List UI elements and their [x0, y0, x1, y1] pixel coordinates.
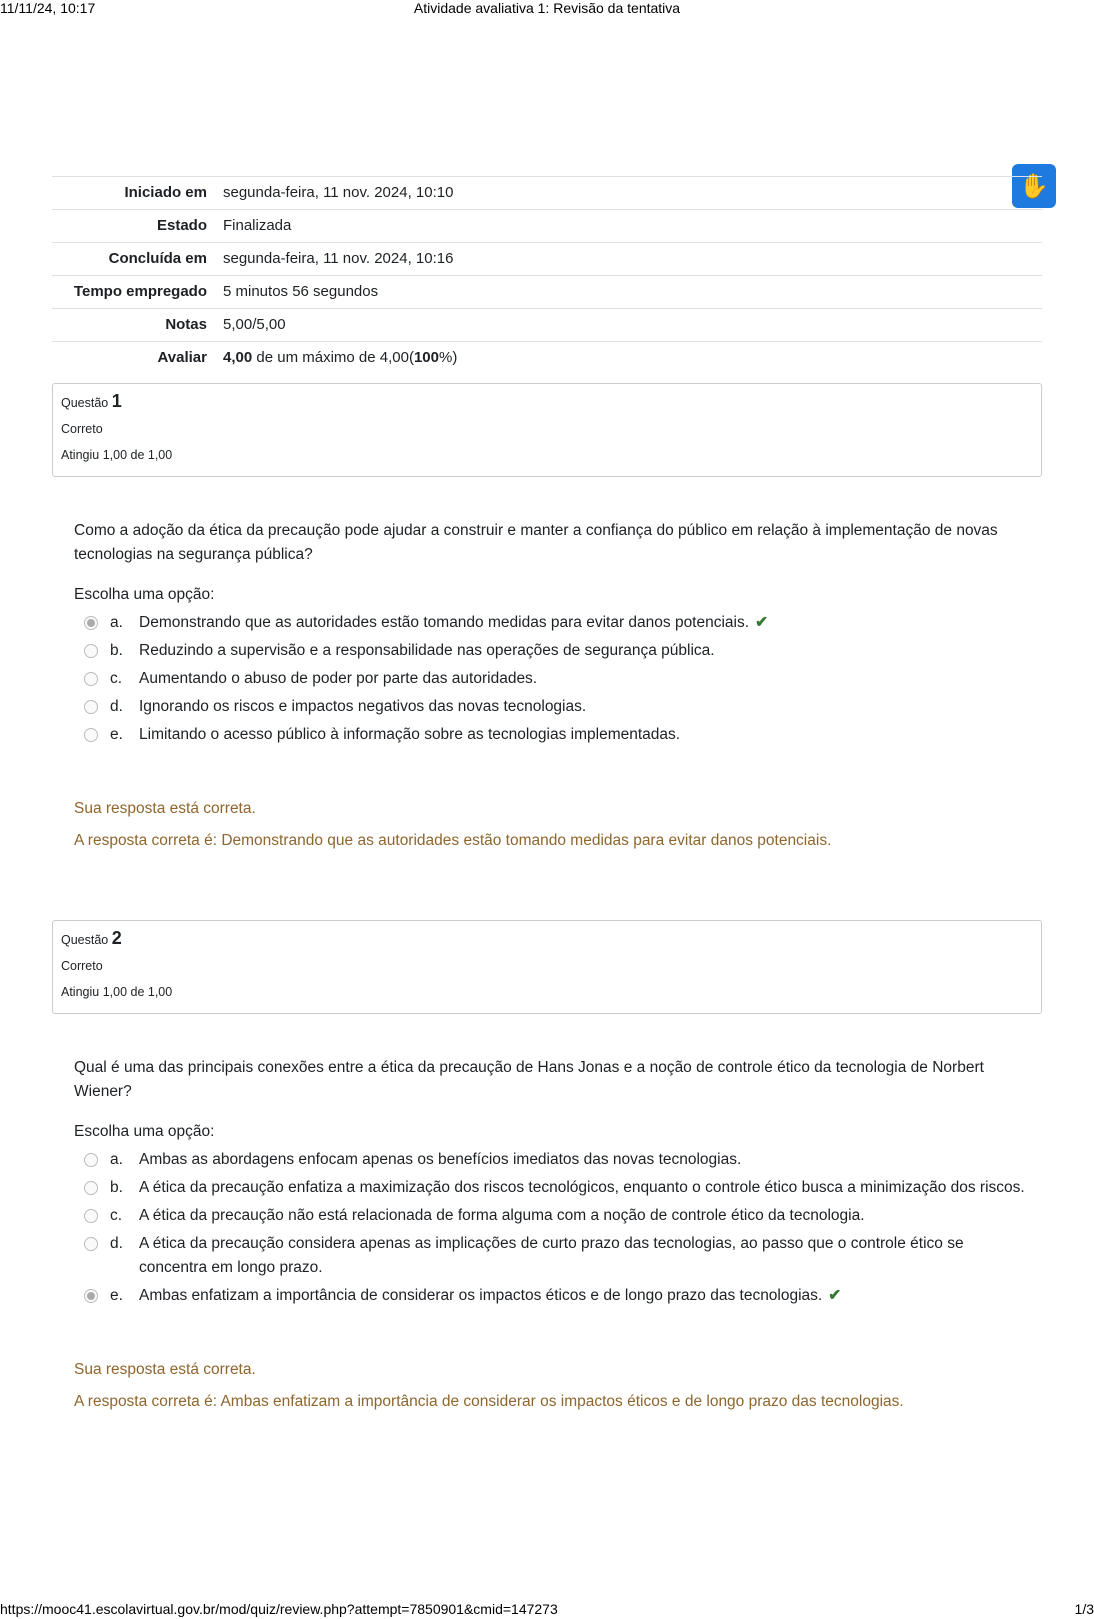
option-letter: a. — [110, 1151, 123, 1168]
question-1-content — [74, 519, 1034, 853]
hands-icon: ✋ — [1019, 172, 1049, 200]
option-text: Reduzindo a supervisão e a responsabilidade nas operações de segurança pública. — [139, 642, 715, 659]
answer-option[interactable] — [74, 1284, 1034, 1308]
grade-text: de um máximo de 4,00( — [252, 349, 414, 366]
option-text: A ética da precaução não está relacionada de forma alguma com a noção de controle ético da tecnologia. — [139, 1207, 865, 1224]
page-number: 1/3 — [1074, 1601, 1094, 1617]
summary-value — [207, 342, 1042, 375]
summary-row — [52, 210, 1042, 243]
checkmark-icon: ✔ — [755, 614, 769, 631]
answer-option[interactable] — [74, 1176, 1034, 1200]
grade: 4,00 — [223, 349, 253, 366]
radio-button[interactable] — [84, 672, 98, 686]
question-2-content — [74, 1056, 1034, 1414]
answer-option[interactable] — [74, 695, 1034, 719]
question-number: Questão 2 — [61, 928, 122, 948]
question-number: Questão 1 — [61, 391, 122, 411]
option-letter: d. — [110, 1235, 123, 1252]
option-text: Limitando o acesso público à informação sobre as tecnologias implementadas. — [139, 726, 681, 743]
summary-label: Iniciado em — [124, 184, 207, 201]
checkmark-icon: ✔ — [828, 1287, 842, 1304]
question-mark: Atingiu 1,00 de 1,00 — [61, 985, 173, 999]
answer-prompt: Escolha uma opção: — [74, 586, 215, 603]
summary-label: Concluída em — [108, 250, 207, 267]
option-letter: b. — [110, 642, 123, 659]
answer-option[interactable] — [74, 1232, 1034, 1280]
option-letter: b. — [110, 1179, 123, 1196]
answer-option[interactable] — [74, 667, 1034, 691]
answer-option[interactable] — [74, 611, 1034, 635]
grade-percent: 100 — [413, 349, 439, 366]
grade-text-end: %) — [438, 349, 458, 366]
page-url: https://mooc41.escolavirtual.gov.br/mod/quiz/review.php?attempt=7850901&cmid=147273 — [0, 1601, 558, 1617]
feedback: Sua resposta está correta. — [74, 800, 256, 817]
summary-value: Finalizada — [223, 217, 292, 234]
print-title: Atividade avaliativa 1: Revisão da tentativa — [413, 0, 681, 16]
option-text: A ética da precaução considera apenas as implicações de curto prazo das tecnologias, ao passo que o controle ético se concentra em longo prazo. — [139, 1235, 964, 1276]
summary-value: 5,00/5,00 — [223, 316, 286, 333]
question-text: Qual é uma das principais conexões entre a ética da precaução de Hans Jonas e a noção de controle ético da tecnologia de Norbert Wiener? — [74, 1059, 984, 1100]
option-text: Ambas enfatizam a importância de considerar os impactos éticos e de longo prazo das tecnologias. ✔ — [139, 1287, 842, 1304]
summary-label: Tempo empregado — [73, 283, 207, 300]
option-text: Demonstrando que as autoridades estão tomando medidas para evitar danos potenciais. ✔ — [139, 614, 769, 631]
summary-label: Avaliar — [157, 349, 207, 366]
radio-button[interactable] — [84, 1237, 98, 1251]
radio-button[interactable] — [84, 1289, 98, 1303]
option-letter: c. — [110, 1207, 123, 1224]
summary-row — [52, 276, 1042, 309]
print-datetime: 11/11/24, 10:17 — [0, 0, 96, 16]
summary-row — [52, 309, 1042, 342]
summary-row — [52, 243, 1042, 276]
option-text: Aumentando o abuso de poder por parte das autoridades. — [139, 670, 538, 687]
question-mark: Atingiu 1,00 de 1,00 — [61, 448, 173, 462]
option-letter: c. — [110, 670, 123, 687]
summary-value: segunda-feira, 11 nov. 2024, 10:10 — [223, 184, 454, 201]
answer-option[interactable] — [74, 639, 1034, 663]
feedback: Sua resposta está correta. — [74, 1361, 256, 1378]
answer-prompt: Escolha uma opção: — [74, 1123, 215, 1140]
option-letter: d. — [110, 698, 123, 715]
option-text: Ambas as abordagens enfocam apenas os benefícios imediatos das novas tecnologias. — [139, 1151, 742, 1168]
option-text: A ética da precaução enfatiza a maximização dos riscos tecnológicos, enquanto o controle ético busca a minimização dos riscos. — [139, 1179, 1025, 1196]
radio-button[interactable] — [84, 700, 98, 714]
summary-row — [52, 342, 1042, 375]
answer-option[interactable] — [74, 1204, 1034, 1228]
answer-option[interactable] — [74, 1148, 1034, 1172]
question-2-info — [52, 920, 1042, 1014]
right-answer: A resposta correta é: Demonstrando que as autoridades estão tomando medidas para evitar danos potenciais. — [74, 832, 832, 849]
summary-row — [52, 177, 1042, 210]
option-text: Ignorando os riscos e impactos negativos das novas tecnologias. — [139, 698, 587, 715]
question-state: Correto — [61, 959, 103, 973]
option-letter: e. — [110, 726, 123, 743]
right-answer: A resposta correta é: Ambas enfatizam a importância de considerar os impactos éticos e de longo prazo das tecnologias. — [74, 1393, 904, 1410]
option-letter: a. — [110, 614, 123, 631]
radio-button[interactable] — [84, 616, 98, 630]
attempt-summary-table — [52, 176, 1042, 374]
question-text: Como a adoção da ética da precaução pode ajudar a construir e manter a confiança do público em relação à implementação de novas tecnologias na segurança pública? — [74, 522, 998, 563]
question-state: Correto — [61, 422, 103, 436]
summary-value: segunda-feira, 11 nov. 2024, 10:16 — [223, 250, 454, 267]
print-header — [0, 0, 1094, 20]
summary-label: Estado — [156, 217, 207, 234]
radio-button[interactable] — [84, 1209, 98, 1223]
answer-option[interactable] — [74, 723, 1034, 747]
summary-value: 5 minutos 56 segundos — [223, 283, 379, 300]
option-letter: e. — [110, 1287, 123, 1304]
question-1-info — [52, 383, 1042, 477]
radio-button[interactable] — [84, 728, 98, 742]
radio-button[interactable] — [84, 1181, 98, 1195]
radio-button[interactable] — [84, 1153, 98, 1167]
summary-label: Notas — [165, 316, 207, 333]
radio-button[interactable] — [84, 644, 98, 658]
